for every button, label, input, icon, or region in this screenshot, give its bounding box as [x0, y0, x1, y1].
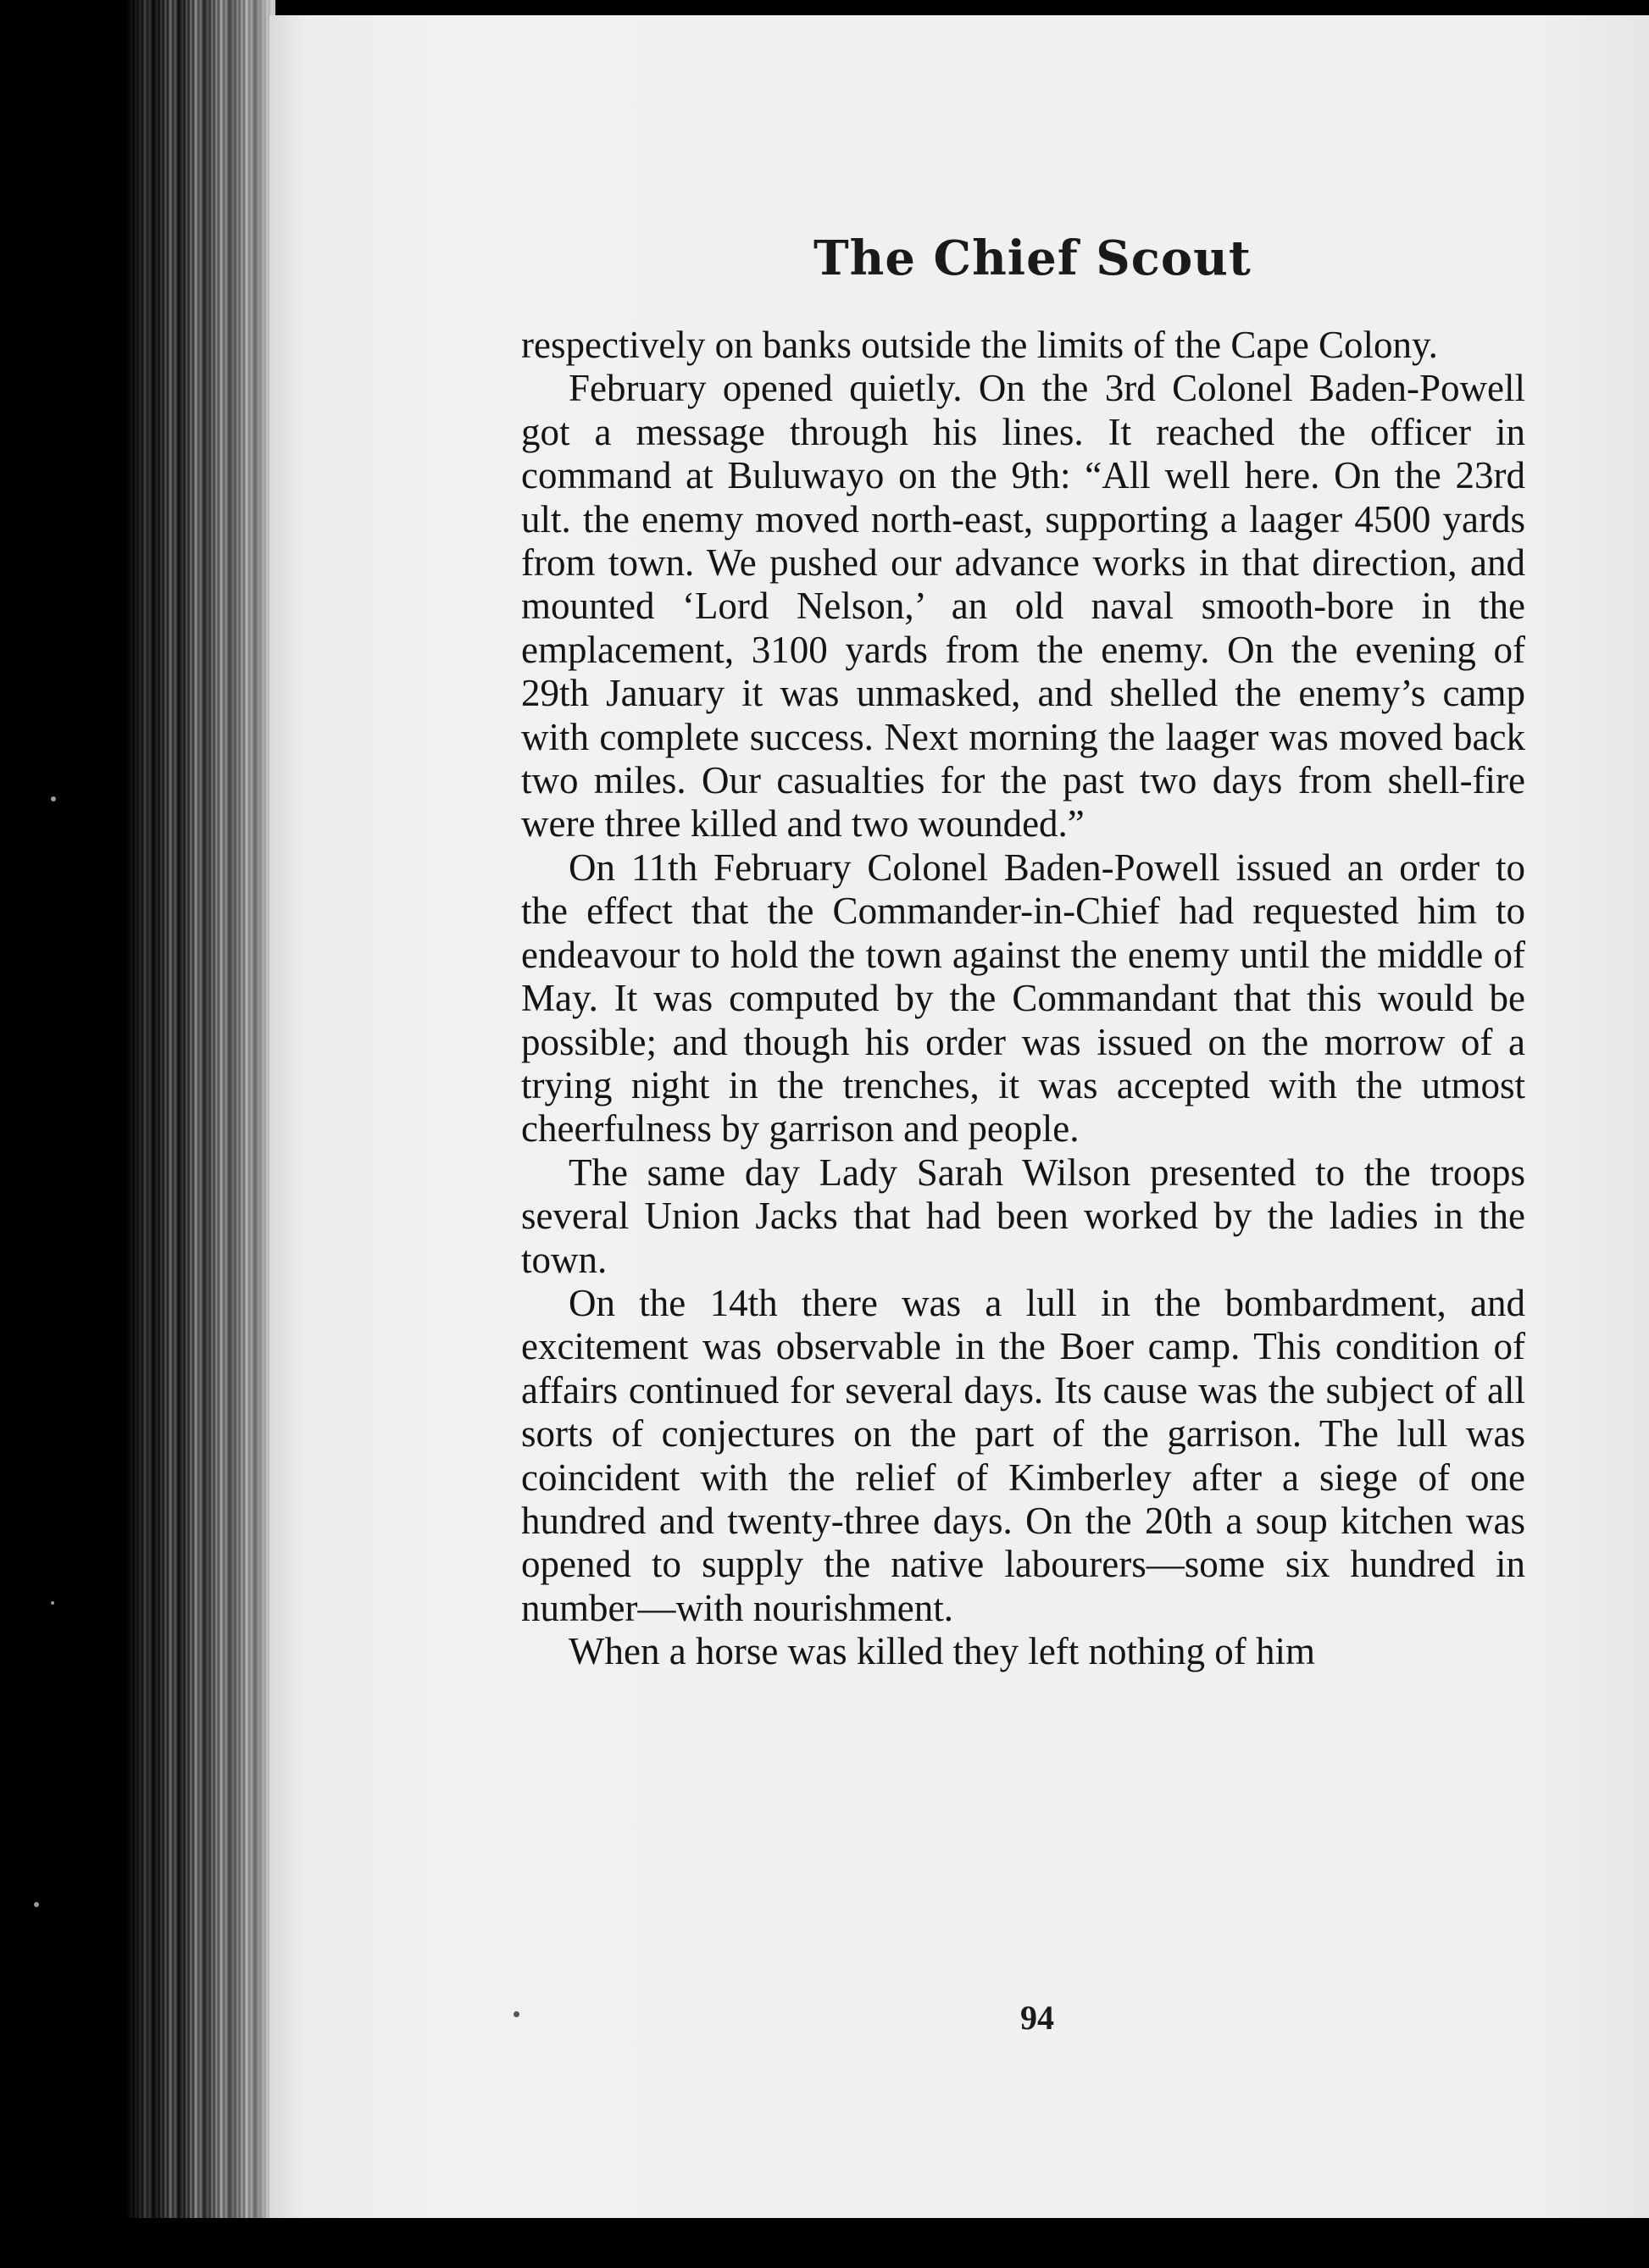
body-text: [521, 324, 1525, 1674]
paragraph: respectively on banks outside the limits of the Cape Colony.: [521, 324, 1438, 366]
scan-speck: [51, 796, 56, 801]
book-page-edges: [127, 0, 275, 2268]
scan-speck: [34, 1902, 39, 1907]
paragraph: The same day Lady Sarah Wilson presented to the troops several Union Jacks that had been worked by the ladies in the town.: [521, 1151, 1525, 1281]
paragraph: February opened quietly. On the 3rd Colonel Baden-Powell got a message through his lines. It reached the officer in command at Buluwayo on the 9th: “All well here. On the 23rd ult. the enemy moved north-east, supporting a laager 4500 yards from town. We pushed our advance works in that direction, and mounted ‘Lord Nelson,’ an old naval smooth-bore in the emplacement, 3100 yards from the enemy. On the evening of 29th January it was unmasked, and shelled the enemy’s camp with complete success. Next morning the laager was moved back two miles. Our casualties for the past two days from shell-fire were three killed and two wounded.”: [521, 367, 1525, 846]
scan-bottom-border: [0, 2218, 1649, 2268]
running-head: The Chief Scout: [813, 230, 1252, 286]
scan-speck: [51, 1601, 54, 1605]
paragraph: On 11th February Colonel Baden-Powell issued an order to the effect that the Commander-in-Chief had requested him to endeavour to hold the town against the enemy until the middle of May. It was computed by the Commandant that this would be possible; and though his order was issued on the morrow of a trying night in the trenches, it was accepted with the utmost cheerfulness by garrison and people.: [521, 846, 1525, 1151]
paragraph: On the 14th there was a lull in the bombardment, and excitement was observable in the Boer camp. This condition of affairs continued for several days. Its cause was the subject of all sorts of conjectures on the part of the garrison. The lull was coincident with the relief of Kimberley after a siege of one hundred and twenty-three days. On the 20th a soup kitchen was opened to supply the native labourers—some six hundred in number—with nourishment.: [521, 1281, 1525, 1629]
page-number: 94: [1020, 1999, 1054, 2037]
print-mark: [514, 2011, 519, 2017]
paragraph: When a horse was killed they left nothing of him: [569, 1630, 1316, 1673]
